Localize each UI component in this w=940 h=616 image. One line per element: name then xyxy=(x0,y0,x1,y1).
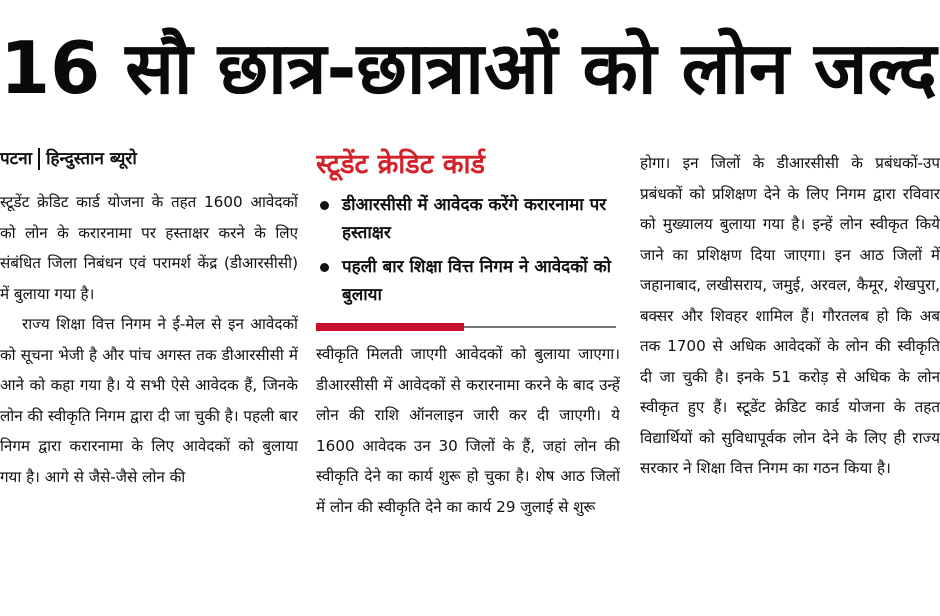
column-2-text: स्वीकृति मिलती जाएगी आवेदकों को बुलाया जाएगा। डीआरसीसी में आवेदकों से करारनामा करने के बाद उन्हें लोन की राशि ऑनलाइन जारी कर दी जाएगी। ये 1600 आवेदक उन 30 जिलों के हैं, जहां लोन की स्वीकृति देने का कार्य शुरू हो चुका है। शेष आठ जिलों में लोन की स्वीकृति देने का कार्य 29 जुलाई से शुरू xyxy=(316,345,620,516)
bullet-dot-icon xyxy=(320,263,329,272)
divider-red-bar xyxy=(316,323,464,331)
bullet-dot-icon xyxy=(320,201,329,210)
column-1 xyxy=(0,143,298,616)
column-1-paragraph-2: राज्य शिक्षा वित्त निगम ने ई-मेल से इन आवेदकों को सूचना भेजी है और पांच अगस्त तक डीआरसीसी में आने को कहा गया है। ये सभी ऐसे आवेदक हैं, जिनके लोन की स्वीकृति निगम द्वारा दी जा चुकी है। पहली बार निगम द्वारा करारनामा के लिए आवेदकों को बुलाया गया है। आगे से जैसे-जैसे लोन की xyxy=(0,315,298,486)
dateline-separator xyxy=(38,148,40,170)
dateline-city: पटना xyxy=(0,149,33,169)
highlight-box-title: स्टूडेंट क्रेडिट कार्ड xyxy=(316,149,485,180)
highlight-bullet xyxy=(316,191,620,247)
highlight-bullet-text: पहली बार शिक्षा वित्त निगम ने आवेदकों को बुलाया xyxy=(342,257,612,305)
headline: 16 सौ छात्र-छात्राओं को लोन जल्द xyxy=(0,26,937,110)
column-3-text: होगा। इन जिलों के डीआरसीसी के प्रबंधकों-उप प्रबंधकों को प्रशिक्षण देने के लिए निगम द्वारा रविवार को मुख्यालय बुलाया गया है। इन्हें लोन स्वीकृत किये जाने का प्रशिक्षण दिया जाएगा। इन आठ जिलों में जहानाबाद, लखीसराय, जमुई, अरवल, कैमूर, शेखपुरा, बक्सर और शिवहर शामिल हैं। गौरतलब हो कि अब तक 1700 से अधिक आवेदकों के लोन की स्वीकृति दी जा चुकी है। इनके 51 करोड़ से अधिक के लोन स्वीकृत हुए हैं। स्टूडेंट क्रेडिट कार्ड योजना के तहत विद्यार्थियों को सुविधापूर्वक लोन देने के लिए ही राज्य सरकार ने शिक्षा वित्त निगम का गठन किया है। xyxy=(640,154,940,477)
section-divider xyxy=(316,323,620,331)
column-1-text xyxy=(0,187,298,492)
highlight-bullet-list xyxy=(316,191,620,309)
divider-rule xyxy=(464,326,616,328)
dateline-source: हिन्दुस्तान ब्यूरो xyxy=(46,149,137,169)
column-1-paragraph-1: स्टूडेंट क्रेडिट कार्ड योजना के तहत 1600 आवेदकों को लोन के करारनामा पर हस्ताक्षर करने के लिए संबंधित जिला निबंधन एवं परामर्श केंद्र (डीआरसीसी) में बुलाया गया है। xyxy=(0,193,298,303)
column-3 xyxy=(640,148,940,616)
highlight-bullet xyxy=(316,253,620,309)
highlight-bullet-text: डीआरसीसी में आवेदक करेंगे करारनामा पर हस्ताक्षर xyxy=(342,195,607,243)
dateline xyxy=(0,143,298,175)
column-2 xyxy=(316,143,620,616)
